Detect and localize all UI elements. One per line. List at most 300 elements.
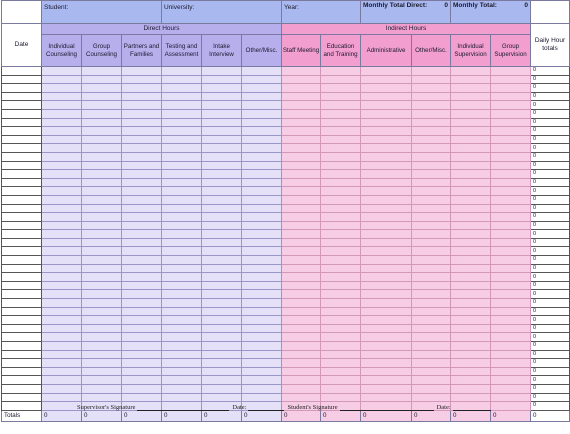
direct-hours-cell[interactable] [122, 299, 162, 308]
indirect-hours-cell[interactable] [451, 376, 491, 385]
direct-hours-cell[interactable] [82, 333, 122, 342]
indirect-hours-cell[interactable] [491, 384, 531, 393]
direct-hours-cell[interactable] [242, 101, 282, 110]
indirect-hours-cell[interactable] [451, 101, 491, 110]
indirect-hours-cell[interactable] [412, 238, 451, 247]
date-cell[interactable] [2, 316, 42, 325]
indirect-hours-cell[interactable] [321, 67, 361, 76]
indirect-hours-cell[interactable] [282, 256, 321, 265]
indirect-hours-cell[interactable] [491, 178, 531, 187]
direct-hours-cell[interactable] [122, 256, 162, 265]
direct-hours-cell[interactable] [122, 92, 162, 101]
direct-hours-cell[interactable] [202, 187, 242, 196]
direct-hours-cell[interactable] [162, 144, 202, 153]
direct-hours-cell[interactable] [242, 359, 282, 368]
direct-hours-cell[interactable] [82, 101, 122, 110]
indirect-hours-cell[interactable] [361, 393, 412, 402]
indirect-hours-cell[interactable] [361, 230, 412, 239]
indirect-hours-cell[interactable] [321, 144, 361, 153]
direct-hours-cell[interactable] [202, 273, 242, 282]
indirect-hours-cell[interactable] [451, 170, 491, 179]
date-cell[interactable] [2, 109, 42, 118]
indirect-hours-cell[interactable] [412, 333, 451, 342]
date-cell[interactable] [2, 238, 42, 247]
direct-hours-cell[interactable] [202, 204, 242, 213]
indirect-hours-cell[interactable] [282, 350, 321, 359]
indirect-hours-cell[interactable] [361, 170, 412, 179]
indirect-hours-cell[interactable] [361, 195, 412, 204]
indirect-hours-cell[interactable] [321, 264, 361, 273]
direct-hours-cell[interactable] [122, 135, 162, 144]
indirect-hours-cell[interactable] [412, 247, 451, 256]
date-line-1[interactable] [248, 404, 284, 411]
indirect-hours-cell[interactable] [361, 376, 412, 385]
direct-hours-cell[interactable] [242, 333, 282, 342]
indirect-hours-cell[interactable] [361, 324, 412, 333]
indirect-hours-cell[interactable] [451, 118, 491, 127]
indirect-hours-cell[interactable] [321, 299, 361, 308]
indirect-hours-cell[interactable] [321, 84, 361, 93]
date-cell[interactable] [2, 273, 42, 282]
indirect-hours-cell[interactable] [491, 256, 531, 265]
indirect-hours-cell[interactable] [412, 367, 451, 376]
date-cell[interactable] [2, 101, 42, 110]
indirect-hours-cell[interactable] [491, 161, 531, 170]
date-cell[interactable] [2, 384, 42, 393]
direct-hours-cell[interactable] [122, 316, 162, 325]
direct-hours-cell[interactable] [122, 75, 162, 84]
indirect-hours-cell[interactable] [321, 376, 361, 385]
indirect-hours-cell[interactable] [321, 333, 361, 342]
indirect-hours-cell[interactable] [451, 350, 491, 359]
indirect-hours-cell[interactable] [361, 281, 412, 290]
indirect-hours-cell[interactable] [361, 135, 412, 144]
indirect-hours-cell[interactable] [451, 281, 491, 290]
indirect-hours-cell[interactable] [361, 290, 412, 299]
indirect-hours-cell[interactable] [321, 273, 361, 282]
date-cell[interactable] [2, 84, 42, 93]
indirect-hours-cell[interactable] [282, 67, 321, 76]
direct-hours-cell[interactable] [202, 152, 242, 161]
direct-hours-cell[interactable] [82, 307, 122, 316]
direct-hours-cell[interactable] [82, 92, 122, 101]
direct-hours-cell[interactable] [202, 307, 242, 316]
direct-hours-cell[interactable] [42, 109, 82, 118]
direct-hours-cell[interactable] [122, 324, 162, 333]
indirect-hours-cell[interactable] [491, 92, 531, 101]
date-cell[interactable] [2, 221, 42, 230]
direct-hours-cell[interactable] [162, 264, 202, 273]
indirect-hours-cell[interactable] [491, 359, 531, 368]
direct-hours-cell[interactable] [82, 84, 122, 93]
indirect-hours-cell[interactable] [491, 238, 531, 247]
direct-hours-cell[interactable] [162, 238, 202, 247]
direct-hours-cell[interactable] [242, 75, 282, 84]
indirect-hours-cell[interactable] [282, 333, 321, 342]
direct-hours-cell[interactable] [162, 299, 202, 308]
direct-hours-cell[interactable] [162, 316, 202, 325]
direct-hours-cell[interactable] [162, 75, 202, 84]
direct-hours-cell[interactable] [42, 376, 82, 385]
indirect-hours-cell[interactable] [361, 342, 412, 351]
indirect-hours-cell[interactable] [412, 118, 451, 127]
direct-hours-cell[interactable] [122, 376, 162, 385]
direct-hours-cell[interactable] [82, 281, 122, 290]
indirect-hours-cell[interactable] [451, 204, 491, 213]
indirect-hours-cell[interactable] [321, 238, 361, 247]
indirect-hours-cell[interactable] [361, 161, 412, 170]
direct-hours-cell[interactable] [202, 92, 242, 101]
direct-hours-cell[interactable] [122, 195, 162, 204]
indirect-hours-cell[interactable] [282, 101, 321, 110]
date-cell[interactable] [2, 376, 42, 385]
indirect-hours-cell[interactable] [321, 359, 361, 368]
direct-hours-cell[interactable] [122, 221, 162, 230]
indirect-hours-cell[interactable] [412, 92, 451, 101]
direct-hours-cell[interactable] [242, 84, 282, 93]
indirect-hours-cell[interactable] [451, 359, 491, 368]
direct-hours-cell[interactable] [162, 161, 202, 170]
direct-hours-cell[interactable] [122, 393, 162, 402]
date-cell[interactable] [2, 75, 42, 84]
direct-hours-cell[interactable] [42, 402, 82, 411]
direct-hours-cell[interactable] [162, 256, 202, 265]
direct-hours-cell[interactable] [42, 290, 82, 299]
direct-hours-cell[interactable] [242, 367, 282, 376]
indirect-hours-cell[interactable] [491, 195, 531, 204]
indirect-hours-cell[interactable] [361, 118, 412, 127]
indirect-hours-cell[interactable] [361, 84, 412, 93]
direct-hours-cell[interactable] [242, 238, 282, 247]
direct-hours-cell[interactable] [242, 187, 282, 196]
indirect-hours-cell[interactable] [451, 264, 491, 273]
indirect-hours-cell[interactable] [412, 384, 451, 393]
date-cell[interactable] [2, 92, 42, 101]
date-cell[interactable] [2, 247, 42, 256]
direct-hours-cell[interactable] [162, 384, 202, 393]
indirect-hours-cell[interactable] [361, 101, 412, 110]
direct-hours-cell[interactable] [82, 238, 122, 247]
direct-hours-cell[interactable] [242, 178, 282, 187]
date-cell[interactable] [2, 127, 42, 136]
direct-hours-cell[interactable] [42, 161, 82, 170]
date-cell[interactable] [2, 307, 42, 316]
direct-hours-cell[interactable] [242, 109, 282, 118]
indirect-hours-cell[interactable] [321, 307, 361, 316]
indirect-hours-cell[interactable] [412, 342, 451, 351]
direct-hours-cell[interactable] [82, 367, 122, 376]
direct-hours-cell[interactable] [242, 247, 282, 256]
direct-hours-cell[interactable] [82, 247, 122, 256]
indirect-hours-cell[interactable] [451, 333, 491, 342]
indirect-hours-cell[interactable] [321, 281, 361, 290]
direct-hours-cell[interactable] [82, 144, 122, 153]
indirect-hours-cell[interactable] [321, 350, 361, 359]
indirect-hours-cell[interactable] [412, 290, 451, 299]
direct-hours-cell[interactable] [202, 342, 242, 351]
indirect-hours-cell[interactable] [412, 316, 451, 325]
indirect-hours-cell[interactable] [491, 84, 531, 93]
direct-hours-cell[interactable] [162, 324, 202, 333]
indirect-hours-cell[interactable] [321, 178, 361, 187]
date-cell[interactable] [2, 393, 42, 402]
direct-hours-cell[interactable] [42, 135, 82, 144]
direct-hours-cell[interactable] [82, 384, 122, 393]
indirect-hours-cell[interactable] [282, 221, 321, 230]
indirect-hours-cell[interactable] [451, 161, 491, 170]
indirect-hours-cell[interactable] [321, 393, 361, 402]
direct-hours-cell[interactable] [82, 342, 122, 351]
date-cell[interactable] [2, 324, 42, 333]
date-cell[interactable] [2, 204, 42, 213]
indirect-hours-cell[interactable] [412, 135, 451, 144]
indirect-hours-cell[interactable] [361, 359, 412, 368]
direct-hours-cell[interactable] [42, 384, 82, 393]
indirect-hours-cell[interactable] [491, 307, 531, 316]
direct-hours-cell[interactable] [42, 187, 82, 196]
indirect-hours-cell[interactable] [451, 307, 491, 316]
direct-hours-cell[interactable] [42, 324, 82, 333]
direct-hours-cell[interactable] [42, 393, 82, 402]
direct-hours-cell[interactable] [242, 350, 282, 359]
direct-hours-cell[interactable] [242, 299, 282, 308]
direct-hours-cell[interactable] [122, 144, 162, 153]
direct-hours-cell[interactable] [242, 213, 282, 222]
direct-hours-cell[interactable] [242, 161, 282, 170]
indirect-hours-cell[interactable] [282, 299, 321, 308]
date-cell[interactable] [2, 187, 42, 196]
indirect-hours-cell[interactable] [491, 333, 531, 342]
direct-hours-cell[interactable] [162, 118, 202, 127]
direct-hours-cell[interactable] [42, 238, 82, 247]
direct-hours-cell[interactable] [122, 230, 162, 239]
direct-hours-cell[interactable] [162, 170, 202, 179]
direct-hours-cell[interactable] [242, 376, 282, 385]
indirect-hours-cell[interactable] [491, 221, 531, 230]
direct-hours-cell[interactable] [162, 290, 202, 299]
indirect-hours-cell[interactable] [412, 299, 451, 308]
direct-hours-cell[interactable] [162, 84, 202, 93]
date-cell[interactable] [2, 135, 42, 144]
indirect-hours-cell[interactable] [491, 170, 531, 179]
direct-hours-cell[interactable] [82, 75, 122, 84]
direct-hours-cell[interactable] [82, 264, 122, 273]
indirect-hours-cell[interactable] [412, 195, 451, 204]
direct-hours-cell[interactable] [82, 67, 122, 76]
indirect-hours-cell[interactable] [412, 350, 451, 359]
indirect-hours-cell[interactable] [491, 350, 531, 359]
indirect-hours-cell[interactable] [451, 221, 491, 230]
indirect-hours-cell[interactable] [412, 213, 451, 222]
indirect-hours-cell[interactable] [412, 144, 451, 153]
indirect-hours-cell[interactable] [321, 161, 361, 170]
indirect-hours-cell[interactable] [321, 213, 361, 222]
indirect-hours-cell[interactable] [282, 376, 321, 385]
direct-hours-cell[interactable] [42, 256, 82, 265]
indirect-hours-cell[interactable] [321, 367, 361, 376]
indirect-hours-cell[interactable] [451, 273, 491, 282]
indirect-hours-cell[interactable] [282, 281, 321, 290]
supervisor-signature-line[interactable] [137, 404, 229, 411]
indirect-hours-cell[interactable] [361, 204, 412, 213]
indirect-hours-cell[interactable] [282, 187, 321, 196]
indirect-hours-cell[interactable] [282, 204, 321, 213]
indirect-hours-cell[interactable] [321, 75, 361, 84]
direct-hours-cell[interactable] [42, 350, 82, 359]
indirect-hours-cell[interactable] [321, 195, 361, 204]
indirect-hours-cell[interactable] [282, 195, 321, 204]
direct-hours-cell[interactable] [202, 109, 242, 118]
indirect-hours-cell[interactable] [282, 264, 321, 273]
direct-hours-cell[interactable] [82, 204, 122, 213]
indirect-hours-cell[interactable] [491, 247, 531, 256]
indirect-hours-cell[interactable] [361, 367, 412, 376]
direct-hours-cell[interactable] [162, 393, 202, 402]
direct-hours-cell[interactable] [122, 101, 162, 110]
indirect-hours-cell[interactable] [491, 367, 531, 376]
direct-hours-cell[interactable] [42, 204, 82, 213]
indirect-hours-cell[interactable] [491, 152, 531, 161]
direct-hours-cell[interactable] [202, 384, 242, 393]
date-cell[interactable] [2, 256, 42, 265]
indirect-hours-cell[interactable] [321, 187, 361, 196]
direct-hours-cell[interactable] [202, 367, 242, 376]
direct-hours-cell[interactable] [242, 256, 282, 265]
year-field[interactable] [282, 1, 361, 24]
direct-hours-cell[interactable] [122, 359, 162, 368]
direct-hours-cell[interactable] [82, 178, 122, 187]
direct-hours-cell[interactable] [122, 178, 162, 187]
direct-hours-cell[interactable] [82, 273, 122, 282]
direct-hours-cell[interactable] [122, 67, 162, 76]
direct-hours-cell[interactable] [242, 316, 282, 325]
direct-hours-cell[interactable] [202, 101, 242, 110]
direct-hours-cell[interactable] [162, 92, 202, 101]
indirect-hours-cell[interactable] [321, 342, 361, 351]
direct-hours-cell[interactable] [162, 101, 202, 110]
indirect-hours-cell[interactable] [412, 178, 451, 187]
indirect-hours-cell[interactable] [451, 290, 491, 299]
direct-hours-cell[interactable] [82, 187, 122, 196]
direct-hours-cell[interactable] [162, 376, 202, 385]
indirect-hours-cell[interactable] [282, 290, 321, 299]
indirect-hours-cell[interactable] [282, 316, 321, 325]
direct-hours-cell[interactable] [122, 109, 162, 118]
direct-hours-cell[interactable] [42, 333, 82, 342]
indirect-hours-cell[interactable] [361, 144, 412, 153]
direct-hours-cell[interactable] [202, 376, 242, 385]
date-cell[interactable] [2, 359, 42, 368]
direct-hours-cell[interactable] [122, 281, 162, 290]
university-field[interactable] [162, 1, 282, 24]
direct-hours-cell[interactable] [82, 195, 122, 204]
direct-hours-cell[interactable] [202, 178, 242, 187]
indirect-hours-cell[interactable] [282, 92, 321, 101]
direct-hours-cell[interactable] [42, 367, 82, 376]
date-cell[interactable] [2, 402, 42, 411]
date-cell[interactable] [2, 170, 42, 179]
indirect-hours-cell[interactable] [282, 84, 321, 93]
direct-hours-cell[interactable] [42, 170, 82, 179]
indirect-hours-cell[interactable] [451, 75, 491, 84]
direct-hours-cell[interactable] [122, 367, 162, 376]
direct-hours-cell[interactable] [122, 333, 162, 342]
indirect-hours-cell[interactable] [282, 118, 321, 127]
direct-hours-cell[interactable] [42, 127, 82, 136]
direct-hours-cell[interactable] [202, 316, 242, 325]
direct-hours-cell[interactable] [162, 152, 202, 161]
direct-hours-cell[interactable] [242, 221, 282, 230]
date-cell[interactable] [2, 264, 42, 273]
indirect-hours-cell[interactable] [491, 402, 531, 411]
direct-hours-cell[interactable] [42, 221, 82, 230]
indirect-hours-cell[interactable] [412, 127, 451, 136]
direct-hours-cell[interactable] [42, 178, 82, 187]
indirect-hours-cell[interactable] [451, 178, 491, 187]
date-cell[interactable] [2, 195, 42, 204]
direct-hours-cell[interactable] [122, 342, 162, 351]
indirect-hours-cell[interactable] [412, 264, 451, 273]
direct-hours-cell[interactable] [242, 204, 282, 213]
indirect-hours-cell[interactable] [282, 324, 321, 333]
indirect-hours-cell[interactable] [282, 247, 321, 256]
direct-hours-cell[interactable] [82, 324, 122, 333]
direct-hours-cell[interactable] [202, 161, 242, 170]
indirect-hours-cell[interactable] [412, 75, 451, 84]
direct-hours-cell[interactable] [42, 92, 82, 101]
direct-hours-cell[interactable] [42, 307, 82, 316]
direct-hours-cell[interactable] [42, 118, 82, 127]
direct-hours-cell[interactable] [122, 84, 162, 93]
indirect-hours-cell[interactable] [491, 281, 531, 290]
indirect-hours-cell[interactable] [451, 230, 491, 239]
indirect-hours-cell[interactable] [491, 109, 531, 118]
direct-hours-cell[interactable] [42, 247, 82, 256]
direct-hours-cell[interactable] [42, 195, 82, 204]
date-cell[interactable] [2, 213, 42, 222]
direct-hours-cell[interactable] [162, 221, 202, 230]
indirect-hours-cell[interactable] [451, 135, 491, 144]
indirect-hours-cell[interactable] [451, 247, 491, 256]
indirect-hours-cell[interactable] [451, 67, 491, 76]
direct-hours-cell[interactable] [162, 307, 202, 316]
indirect-hours-cell[interactable] [361, 307, 412, 316]
indirect-hours-cell[interactable] [491, 187, 531, 196]
direct-hours-cell[interactable] [42, 281, 82, 290]
indirect-hours-cell[interactable] [321, 92, 361, 101]
indirect-hours-cell[interactable] [361, 178, 412, 187]
indirect-hours-cell[interactable] [321, 204, 361, 213]
date-cell[interactable] [2, 350, 42, 359]
indirect-hours-cell[interactable] [412, 324, 451, 333]
indirect-hours-cell[interactable] [321, 247, 361, 256]
indirect-hours-cell[interactable] [321, 170, 361, 179]
indirect-hours-cell[interactable] [491, 324, 531, 333]
indirect-hours-cell[interactable] [491, 213, 531, 222]
date-cell[interactable] [2, 161, 42, 170]
indirect-hours-cell[interactable] [451, 109, 491, 118]
direct-hours-cell[interactable] [242, 92, 282, 101]
indirect-hours-cell[interactable] [412, 170, 451, 179]
direct-hours-cell[interactable] [122, 384, 162, 393]
indirect-hours-cell[interactable] [412, 109, 451, 118]
direct-hours-cell[interactable] [122, 170, 162, 179]
direct-hours-cell[interactable] [122, 290, 162, 299]
indirect-hours-cell[interactable] [361, 384, 412, 393]
indirect-hours-cell[interactable] [491, 135, 531, 144]
direct-hours-cell[interactable] [82, 152, 122, 161]
indirect-hours-cell[interactable] [321, 316, 361, 325]
